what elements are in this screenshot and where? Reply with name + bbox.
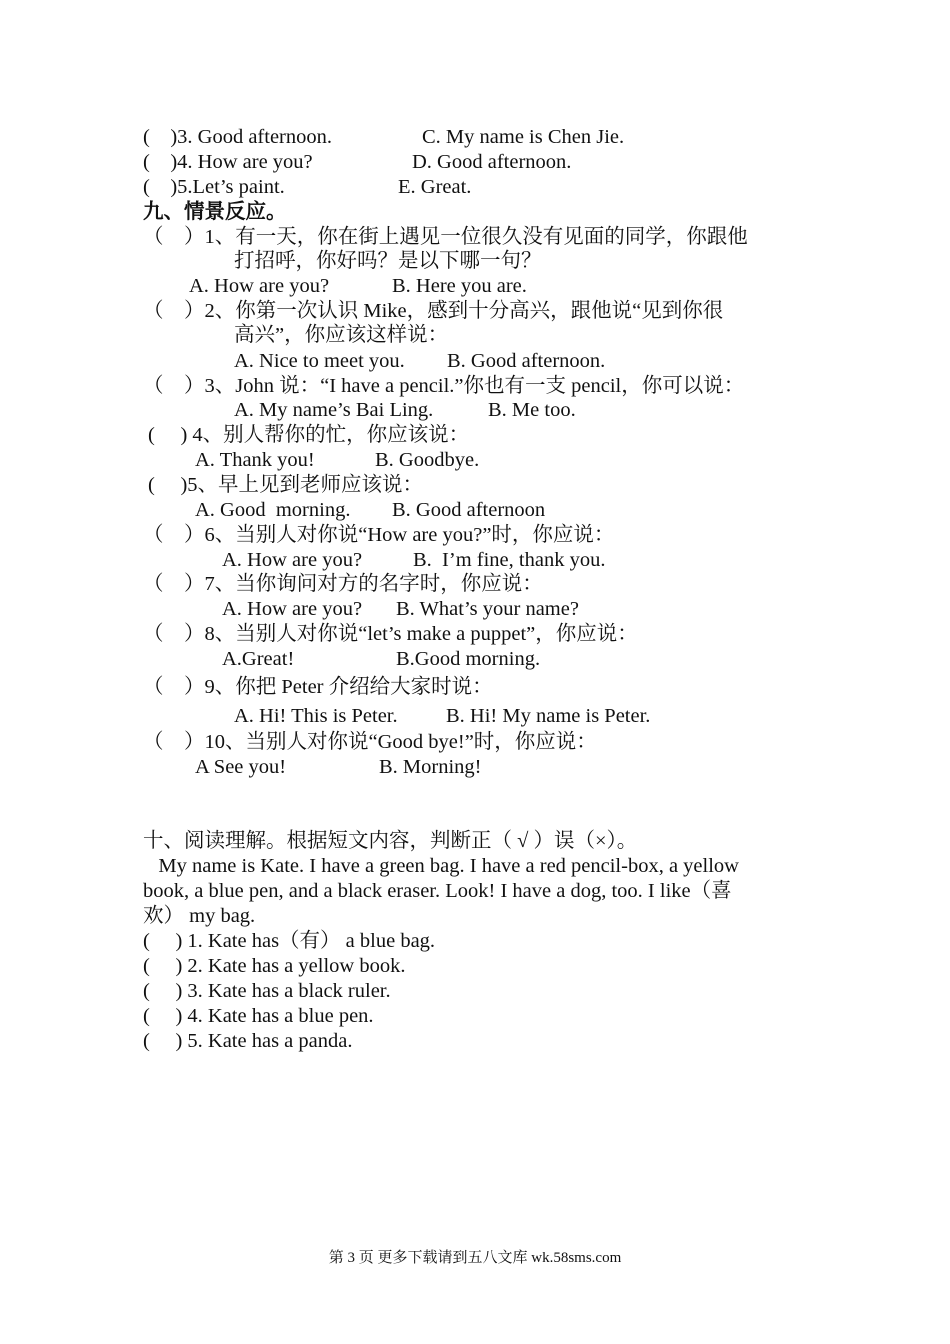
s9-q10-option-b: B. Morning! xyxy=(379,756,482,778)
s9-q1: （ ）1、有一天，你在街上遇见一位很久没有见面的同学，你跟他 xyxy=(143,226,748,248)
s9-q2-cont: 高兴”，你应该这样说： xyxy=(234,324,449,346)
s9-q4-option-a: A. Thank you! xyxy=(195,449,315,471)
s9-q7-option-b: B. What’s your name? xyxy=(396,598,579,620)
match-option-c: C. My name is Chen Jie. xyxy=(422,126,625,148)
s9-q8: （ ）8、当别人对你说“let’s make a puppet”，你应说： xyxy=(143,623,638,645)
s9-q5: ( )5、早上见到老师应该说： xyxy=(148,474,424,496)
s9-q2-option-b: B. Good afternoon. xyxy=(447,350,606,372)
match-item-5: ( )5.Let’s paint. xyxy=(143,176,285,198)
s9-q2-option-a: A. Nice to meet you. xyxy=(234,350,405,372)
s10-item-3: ( ) 3. Kate has a black ruler. xyxy=(143,980,391,1002)
s9-q3: （ ）3、John 说：“I have a pencil.”你也有一支 pencil，你可以说： xyxy=(143,375,745,397)
s9-q8-option-b: B.Good morning. xyxy=(396,648,541,670)
s9-q5-option-a: A. Good morning. xyxy=(195,499,351,521)
s10-item-1: ( ) 1. Kate has（有） a blue bag. xyxy=(143,930,436,952)
s9-q3-option-b: B. Me too. xyxy=(488,399,576,421)
s10-item-4: ( ) 4. Kate has a blue pen. xyxy=(143,1005,374,1027)
s9-q1-option-a: A. How are you? xyxy=(189,275,330,297)
s10-item-2: ( ) 2. Kate has a yellow book. xyxy=(143,955,406,977)
s9-q6-option-b: B. I’m fine, thank you. xyxy=(413,549,606,571)
s9-q1-option-b: B. Here you are. xyxy=(392,275,527,297)
s9-q8-option-a: A.Great! xyxy=(222,648,295,670)
s9-q4-option-b: B. Goodbye. xyxy=(375,449,480,471)
s9-q1-cont: 打招呼，你好吗？是以下哪一句？ xyxy=(234,250,542,272)
passage-line-3: 欢） my bag. xyxy=(143,905,256,927)
s9-q3-option-a: A. My name’s Bai Ling. xyxy=(234,399,434,421)
match-item-3: ( )3. Good afternoon. xyxy=(143,126,333,148)
match-option-e: E. Great. xyxy=(398,176,472,198)
s9-q10: （ ）10、当别人对你说“Good bye!”时，你应说： xyxy=(143,731,597,753)
match-item-4: ( )4. How are you? xyxy=(143,151,313,173)
section9-heading: 九、情景反应。 xyxy=(143,201,287,223)
match-option-d: D. Good afternoon. xyxy=(412,151,572,173)
s9-q5-option-b: B. Good afternoon xyxy=(392,499,546,521)
section10-heading: 十、阅读理解。根据短文内容，判断正（ √ ）误（×）。 xyxy=(143,830,638,852)
s9-q4: ( ) 4、别人帮你的忙，你应该说： xyxy=(148,424,470,446)
s9-q9: （ ）9、你把 Peter 介绍给大家时说： xyxy=(143,676,493,698)
s9-q9-option-b: B. Hi! My name is Peter. xyxy=(446,705,651,727)
passage-line-1: My name is Kate. I have a green bag. I have a red pencil-box, a yellow xyxy=(143,855,739,877)
s9-q9-option-a: A. Hi! This is Peter. xyxy=(234,705,398,727)
page-footer: 第 3 页 更多下载请到五八文库 wk.58sms.com xyxy=(328,1250,622,1266)
s9-q2: （ ）2、你第一次认识 Mike，感到十分高兴，跟他说“见到你很 xyxy=(143,300,724,322)
s10-item-5: ( ) 5. Kate has a panda. xyxy=(143,1030,353,1052)
s9-q10-option-a: A See you! xyxy=(195,756,287,778)
s9-q6: （ ）6、当别人对你说“How are you?”时，你应说： xyxy=(143,524,615,546)
s9-q7-option-a: A. How are you? xyxy=(222,598,363,620)
passage-line-2: book, a blue pen, and a black eraser. Look! I have a dog, too. I like（喜 xyxy=(143,880,732,902)
s9-q6-option-a: A. How are you? xyxy=(222,549,363,571)
s9-q7: （ ）7、当你询问对方的名字时，你应说： xyxy=(143,573,543,595)
